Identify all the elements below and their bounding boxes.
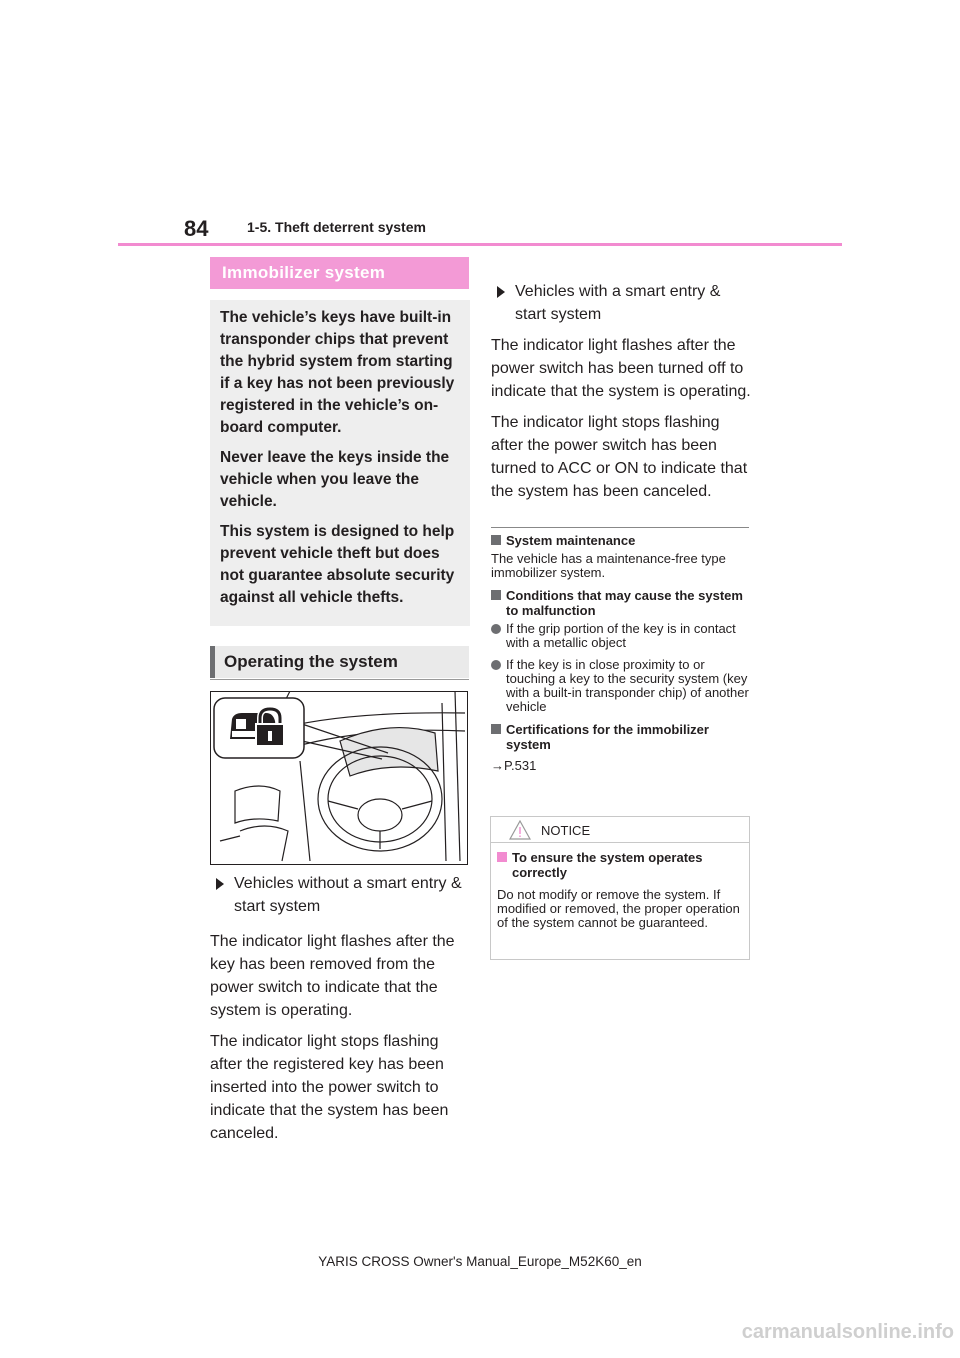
left-column-text — [210, 872, 472, 1150]
right-column-text — [491, 255, 753, 511]
notice-box — [490, 816, 750, 960]
watermark: carmanualsonline.info — [741, 1321, 954, 1343]
bullet-text: Vehicles without a smart entry & start system — [234, 875, 462, 915]
page-reference-link[interactable]: →P.531 — [491, 758, 537, 773]
dashboard-illustration — [210, 691, 468, 865]
notes-section — [491, 533, 749, 773]
warning-triangle-icon — [509, 820, 531, 840]
header-rule — [118, 243, 842, 246]
section-title: 1-5. Theft deterrent system — [247, 219, 426, 235]
note-heading — [491, 533, 749, 548]
heading-accent — [210, 646, 215, 678]
notice-text: Do not modify or remove the system. If modified or removed, the proper operation of the system cannot be guaranteed. — [497, 887, 740, 930]
notice-heading — [497, 850, 741, 880]
notice-header — [491, 817, 749, 841]
operating-heading-text: Operating the system — [224, 652, 398, 671]
page-number: 84 — [184, 216, 209, 241]
square-bullet-icon — [491, 724, 501, 734]
body-paragraph: The indicator light stops flashing after the registered key has been inserted into the power switch to indicate that the system has been canceled. — [210, 1033, 449, 1142]
note-list-text: If the grip portion of the key is in contact with a metallic object — [506, 621, 736, 650]
note-text: The vehicle has a maintenance-free type immobilizer system. — [491, 551, 726, 580]
note-heading — [491, 588, 749, 618]
notice-heading-text: To ensure the system operates correctly — [512, 850, 703, 880]
note-list-item — [491, 658, 749, 714]
operating-heading — [210, 646, 469, 678]
square-bullet-icon — [491, 535, 501, 545]
triangle-bullet-icon — [497, 286, 505, 298]
circle-bullet-icon — [491, 624, 501, 634]
intro-paragraph: The vehicle’s keys have built-in transponder chips that prevent the hybrid system from starting if a key has not been previously registered in the vehicle’s on-board computer. — [220, 309, 455, 436]
square-bullet-icon — [491, 590, 501, 600]
intro-box — [210, 300, 470, 626]
bullet-item — [491, 280, 753, 334]
note-heading-text: System maintenance — [506, 533, 636, 548]
note-list-text: If the key is in close proximity to or touching a key to the security system (key with a built-in transponder chip) of another vehicle — [506, 657, 749, 714]
body-paragraph: The indicator light stops flashing after the power switch has been turned to ACC or ON to indicate that the system has been canceled. — [491, 414, 748, 500]
footer-text: YARIS CROSS Owner's Manual_Europe_M52K60_en — [318, 1254, 642, 1269]
notes-rule — [491, 527, 749, 528]
body-paragraph: The indicator light flashes after the key has been removed from the power switch to indicate that the system is operating. — [210, 933, 455, 1019]
square-bullet-icon — [497, 852, 507, 862]
circle-bullet-icon — [491, 660, 501, 670]
note-heading-text: Certifications for the immobilizer system — [506, 722, 709, 752]
bullet-text: Vehicles with a smart entry & start system — [515, 283, 721, 323]
immobilizer-heading — [210, 257, 469, 289]
notice-label: NOTICE — [541, 823, 591, 838]
bullet-item — [210, 872, 472, 923]
note-list-item — [491, 622, 749, 650]
body-paragraph: The indicator light flashes after the power switch has been turned off to indicate that the system is operating. — [491, 337, 751, 400]
notice-body — [497, 850, 741, 938]
notice-divider — [491, 842, 749, 843]
note-heading — [491, 722, 749, 752]
immobilizer-heading-text: Immobilizer system — [222, 263, 386, 282]
intro-paragraph: This system is designed to help prevent vehicle theft but does not guarantee absolute security against all vehicle thefts. — [220, 523, 455, 606]
triangle-bullet-icon — [216, 878, 224, 890]
note-heading-text: Conditions that may cause the system to malfunction — [506, 588, 743, 618]
heading-rule — [210, 679, 469, 680]
intro-paragraph: Never leave the keys inside the vehicle when you leave the vehicle. — [220, 449, 450, 510]
